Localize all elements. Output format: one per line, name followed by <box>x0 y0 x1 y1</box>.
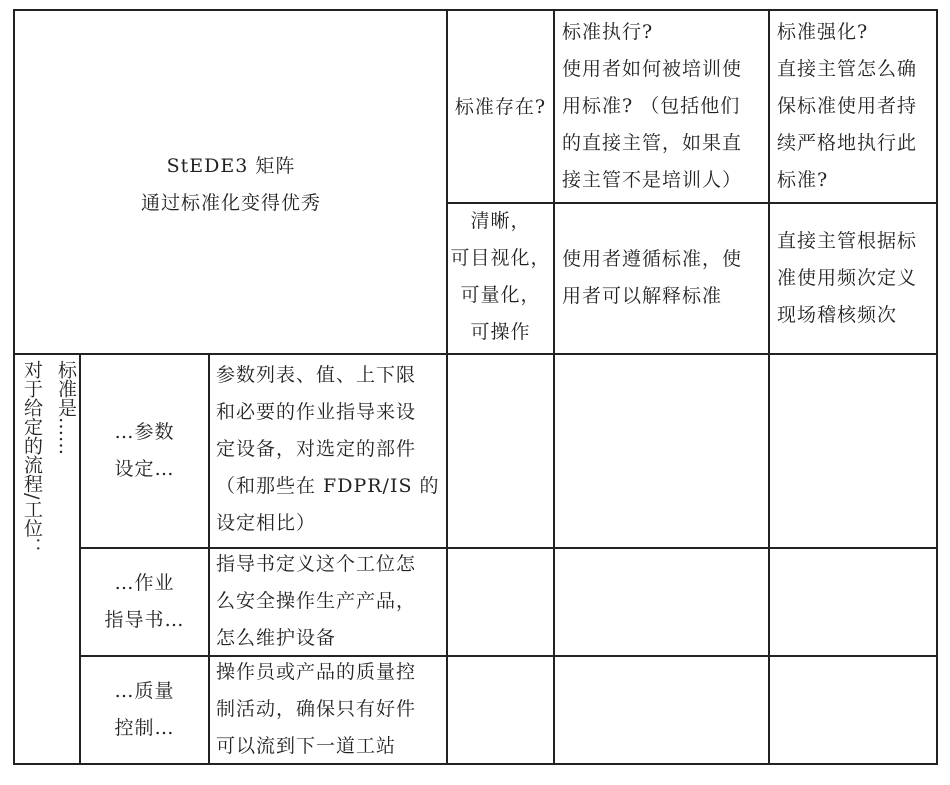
row-description-cell <box>208 655 448 765</box>
criteria-standard-reinforcement <box>768 202 938 355</box>
row-description: 操作员或产品的质量控 制活动，确保只有好件 可以流到下一道工站 <box>216 661 417 757</box>
standard-execution-question: 标准执行? 使用者如何被培训使 用标准? （包括他们 的直接主管，如果直 接主管不是培训人） <box>562 21 743 191</box>
matrix-subtitle: 通过标准化变得优秀 <box>140 192 321 214</box>
empty-cell <box>768 655 938 765</box>
empty-cell <box>768 353 938 549</box>
matrix-title: StEDE3 矩阵 <box>166 155 296 177</box>
criteria-standard-exists <box>446 202 555 355</box>
empty-cell <box>446 547 555 657</box>
side-label-standard: 标准是…… <box>55 360 77 455</box>
side-label-cell <box>14 353 81 765</box>
row-description: 指导书定义这个工位怎 么安全操作生产产品， 怎么维护设备 <box>216 553 417 649</box>
criteria-standard-execution <box>553 202 770 355</box>
row-label: …质量 控制… <box>114 680 175 739</box>
standard-reinforcement-criteria: 直接主管根据标 准使用频次定义 现场稽核频次 <box>777 230 918 326</box>
row-label-cell <box>79 655 210 765</box>
row-description: 参数列表、值、上下限 和必要的作业指导来设 定设备，对选定的部件 （和那些在 FDPR/IS 的 设定相比） <box>216 364 440 534</box>
empty-cell <box>768 547 938 657</box>
empty-cell <box>553 353 770 549</box>
row-description-cell <box>208 547 448 657</box>
standard-execution-criteria: 使用者遵循标准，使 用者可以解释标准 <box>562 248 743 307</box>
empty-cell <box>446 353 555 549</box>
header-standard-reinforcement <box>768 10 938 204</box>
header-standard-exists <box>446 10 555 204</box>
row-label: …参数 设定… <box>114 421 175 480</box>
row-label-cell <box>79 353 210 549</box>
empty-cell <box>446 655 555 765</box>
row-description-cell <box>208 353 448 549</box>
header-standard-execution <box>553 10 770 204</box>
standard-exists-criteria: 清晰， 可目视化， 可量化， 可操作 <box>450 210 551 343</box>
row-label: …作业 指导书… <box>104 572 185 631</box>
row-label-cell <box>79 547 210 657</box>
standard-exists-question: 标准存在? <box>454 96 547 118</box>
empty-cell <box>553 655 770 765</box>
side-label-process: 对于给定的流程/工位： <box>21 360 43 557</box>
standard-reinforcement-question: 标准强化? 直接主管怎么确 保标准使用者持 续严格地执行此 标准? <box>777 21 918 191</box>
empty-cell <box>553 547 770 657</box>
matrix-title-cell <box>14 10 448 355</box>
